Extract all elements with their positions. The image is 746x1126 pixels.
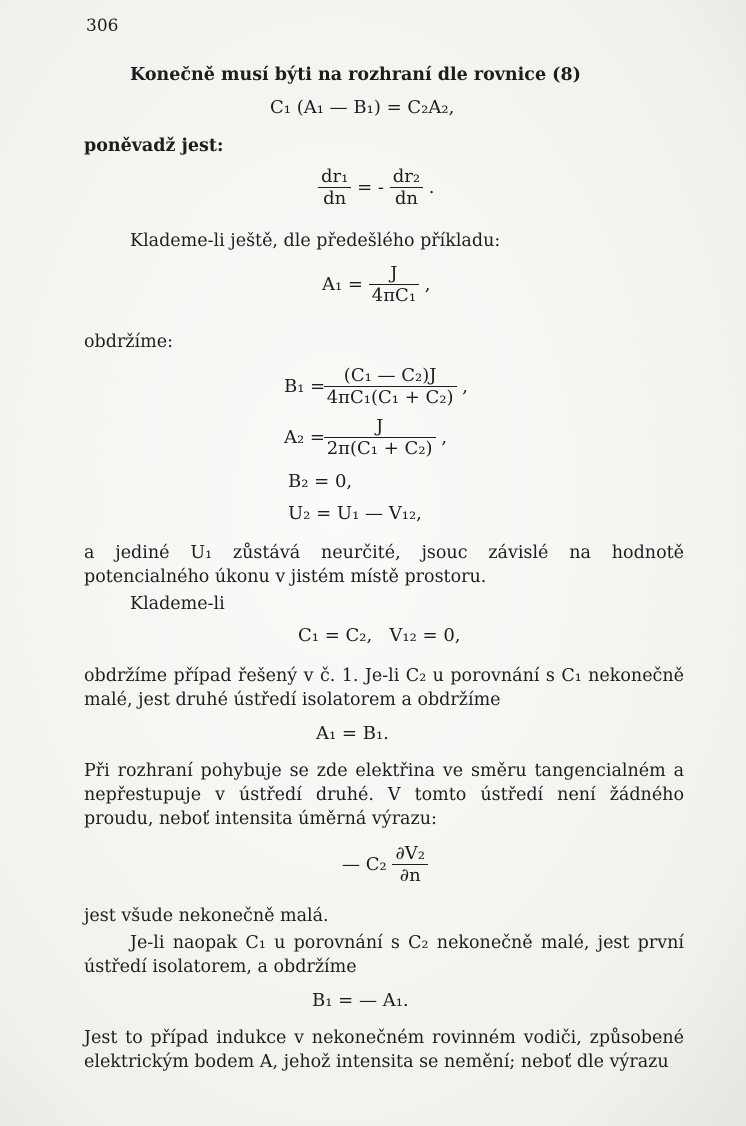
punctuation: , bbox=[424, 274, 431, 295]
paragraph-undetermined bbox=[84, 541, 684, 589]
denominator: 4πC₁ bbox=[371, 285, 417, 306]
numerator: J bbox=[324, 416, 436, 438]
paragraph-text: obdržíme: bbox=[84, 332, 173, 352]
paragraph-text: Klademe-li ještě, dle předešlého příkladu: bbox=[130, 231, 501, 251]
fraction bbox=[390, 166, 423, 209]
punctuation: , bbox=[462, 376, 469, 397]
equation-lhs: — C₂ bbox=[342, 854, 387, 875]
paragraph-case-2 bbox=[84, 931, 684, 979]
numerator: dr₂ bbox=[390, 166, 423, 188]
equation-lhs: B₁ = bbox=[284, 376, 326, 397]
paragraph-case-1 bbox=[84, 664, 684, 712]
denominator: ∂n bbox=[399, 865, 421, 886]
fraction bbox=[392, 843, 428, 886]
fraction bbox=[324, 365, 457, 408]
paragraph-text: jest všude nekonečně malá. bbox=[84, 906, 329, 926]
numerator: ∂V₂ bbox=[392, 843, 428, 865]
punctuation: . bbox=[428, 177, 435, 198]
fraction bbox=[324, 416, 436, 459]
paragraph-setting-2 bbox=[84, 592, 684, 616]
equation-derivatives bbox=[318, 166, 435, 209]
equation-b1-a1: B₁ = — A₁. bbox=[312, 990, 409, 1011]
equation-boundary: C₁ (A₁ — B₁) = C₂A₂, bbox=[270, 97, 455, 118]
numerator: (C₁ — C₂)J bbox=[324, 365, 457, 387]
paragraph-tangential bbox=[84, 759, 684, 831]
equation-a1 bbox=[322, 263, 431, 306]
numerator: J bbox=[369, 263, 419, 285]
equation-a1-b1: A₁ = B₁. bbox=[316, 723, 389, 744]
paragraph-intro bbox=[84, 63, 684, 87]
equation-intensity bbox=[342, 843, 428, 886]
paragraph-text: poněvadž jest: bbox=[84, 136, 224, 156]
paragraph-text: Klademe-li bbox=[130, 594, 225, 614]
denominator: 2π(C₁ + C₂) bbox=[326, 438, 433, 459]
punctuation: , bbox=[441, 427, 448, 448]
paragraph-text: a jediné U₁ zůstává neurčité, jsouc závislé na hodnotě potencialného úkonu v jistém místě prostoru. bbox=[84, 543, 684, 587]
paragraph-text: Je-li naopak C₁ u porovnání s C₂ nekonečně malé, jest první ústředí isolatorem, a obdržíme bbox=[84, 933, 684, 977]
equation-c-equal: C₁ = C₂, V₁₂ = 0, bbox=[298, 625, 461, 646]
equation-b1 bbox=[284, 365, 468, 408]
paragraph-text: Jest to případ indukce v nekonečném rovinném vodiči, způsobené elektrickým bodem A, jehož intensita se nemění; neboť dle výrazu bbox=[84, 1028, 684, 1072]
paragraph-because bbox=[84, 134, 684, 158]
paragraph-induction bbox=[84, 1026, 684, 1074]
paragraph-infinitesimal bbox=[84, 904, 684, 928]
paragraph-setting bbox=[84, 229, 684, 253]
equation-u2: U₂ = U₁ — V₁₂, bbox=[288, 503, 422, 524]
page-number: 306 bbox=[86, 16, 119, 36]
paragraph-text: Při rozhraní pohybuje se zde elektřina ve směru tangencialném a nepřestupuje v ústředí druhé. V tomto ústředí není žádného proudu, neboť intensita úměrná výrazu: bbox=[84, 761, 684, 829]
denominator: dn bbox=[394, 188, 418, 209]
paragraph-text: obdržíme případ řešený v č. 1. Je-li C₂ u porovnání s C₁ nekonečně malé, jest druhé ústředí isolatorem a obdržíme bbox=[84, 666, 684, 710]
denominator: dn bbox=[323, 188, 347, 209]
fraction bbox=[318, 166, 351, 209]
equation-lhs: A₁ = bbox=[322, 274, 364, 295]
equation-a2 bbox=[284, 416, 447, 459]
equation-lhs: A₂ = bbox=[284, 427, 326, 448]
equals-sign: = - bbox=[357, 177, 384, 198]
numerator: dr₁ bbox=[318, 166, 351, 188]
denominator: 4πC₁(C₁ + C₂) bbox=[326, 387, 454, 408]
paragraph-text: Konečně musí býti na rozhraní dle rovnice (8) bbox=[130, 65, 581, 85]
equation-b2: B₂ = 0, bbox=[288, 471, 353, 492]
paragraph-obtain bbox=[84, 330, 684, 354]
fraction bbox=[369, 263, 419, 306]
